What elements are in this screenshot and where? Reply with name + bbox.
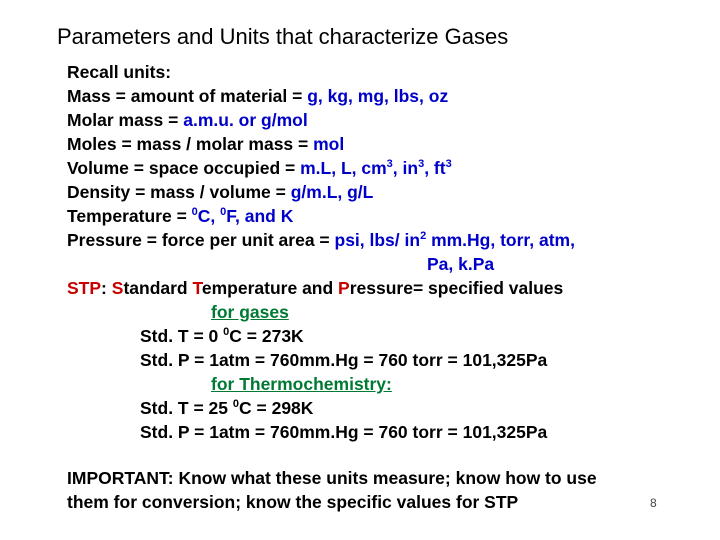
temp-deg-2: 0 bbox=[220, 206, 227, 218]
volume-unit-1-exp: 3 bbox=[386, 158, 393, 170]
density-line bbox=[67, 181, 373, 203]
page-number: 8 bbox=[650, 496, 657, 510]
pressure-unit-2: mm.Hg, torr, atm, bbox=[426, 230, 575, 250]
stp-p-rest: ressure= specified values bbox=[349, 278, 564, 298]
molar-mass-line bbox=[67, 109, 308, 131]
important-line-2: them for conversion; know the specific values for STP bbox=[67, 492, 519, 512]
mass-line bbox=[67, 85, 448, 107]
moles-line bbox=[67, 133, 344, 155]
important-line-1: IMPORTANT: Know what these units measure; know how to use bbox=[67, 468, 597, 488]
temperature-label: Temperature = bbox=[67, 206, 192, 226]
temperature-units bbox=[192, 206, 294, 226]
slide-title: Parameters and Units that characterize Gases bbox=[57, 24, 509, 49]
thermo-heading: for Thermochemistry: bbox=[211, 374, 392, 394]
volume-unit-3-exp: 3 bbox=[445, 158, 452, 170]
volume-unit-1: m.L, L, cm bbox=[300, 158, 387, 178]
temp-unit-1: C, bbox=[197, 206, 221, 226]
thermo-std-p: Std. P = 1atm = 760mm.Hg = 760 torr = 101,325Pa bbox=[140, 422, 548, 442]
thermo-std-t-pre: Std. T = 25 bbox=[140, 398, 233, 418]
stp-t-letter: T bbox=[192, 278, 202, 298]
gases-std-t-deg: 0 bbox=[223, 326, 230, 338]
pressure-unit-1: psi, lbs/ in bbox=[334, 230, 421, 250]
stp-abbr: STP bbox=[67, 278, 102, 298]
recall-line: Recall units: bbox=[67, 62, 172, 82]
pressure-label: Pressure = force per unit area = bbox=[67, 230, 335, 250]
stp-s-letter: S bbox=[111, 278, 124, 298]
stp-t-rest: emperature and bbox=[201, 278, 339, 298]
moles-label: Moles = mass / molar mass = bbox=[67, 134, 314, 154]
moles-units: mol bbox=[313, 134, 345, 154]
volume-line bbox=[67, 157, 452, 179]
gases-std-t-post: C = 273K bbox=[229, 326, 304, 346]
stp-s-rest: tandard bbox=[123, 278, 193, 298]
pressure-units bbox=[335, 230, 575, 250]
stp-line bbox=[67, 277, 563, 299]
gases-std-p: Std. P = 1atm = 760mm.Hg = 760 torr = 101,325Pa bbox=[140, 350, 548, 370]
volume-label: Volume = space occupied = bbox=[67, 158, 301, 178]
molar-mass-label: Molar mass = bbox=[67, 110, 184, 130]
pressure-line bbox=[67, 229, 575, 251]
stp-colon: : bbox=[101, 278, 112, 298]
volume-unit-2: , in bbox=[392, 158, 419, 178]
thermo-std-t-post: C = 298K bbox=[239, 398, 314, 418]
thermo-std-t-deg: 0 bbox=[232, 398, 239, 410]
mass-label: Mass = amount of material = bbox=[67, 86, 308, 106]
temp-unit-2: F, and K bbox=[226, 206, 294, 226]
density-label: Density = mass / volume = bbox=[67, 182, 291, 202]
thermo-std-t bbox=[140, 397, 313, 419]
temp-deg-1: 0 bbox=[191, 206, 198, 218]
stp-p-letter: P bbox=[338, 278, 350, 298]
density-units: g/m.L, g/L bbox=[290, 182, 374, 202]
mass-units: g, kg, mg, lbs, oz bbox=[307, 86, 449, 106]
volume-units bbox=[300, 158, 452, 178]
temperature-line bbox=[67, 205, 293, 227]
pressure-continuation: Pa, k.Pa bbox=[427, 254, 495, 274]
pressure-unit-1-exp: 2 bbox=[420, 230, 427, 242]
gases-std-t-pre: Std. T = 0 bbox=[140, 326, 224, 346]
volume-unit-2-exp: 3 bbox=[418, 158, 425, 170]
gases-heading: for gases bbox=[211, 302, 289, 322]
molar-mass-units: a.m.u. or g/mol bbox=[183, 110, 308, 130]
volume-unit-3: , ft bbox=[424, 158, 446, 178]
gases-std-t bbox=[140, 325, 304, 347]
